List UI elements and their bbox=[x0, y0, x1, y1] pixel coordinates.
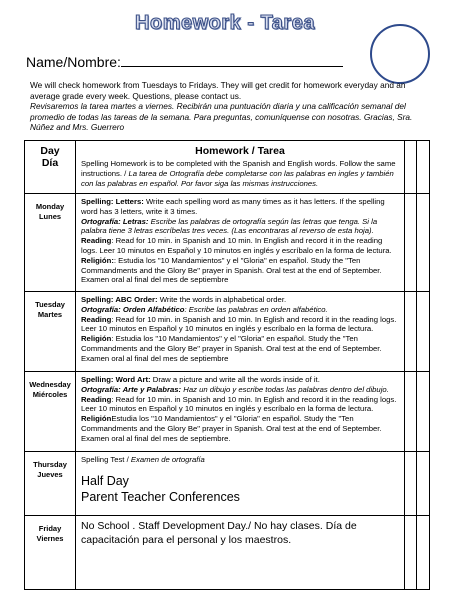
tuesday-hw-cell bbox=[76, 292, 405, 372]
header-day-en: Day bbox=[40, 145, 60, 157]
monday-reading-label: Reading bbox=[81, 236, 112, 246]
monday-ortografia-label: Ortografía: Letras: bbox=[81, 216, 149, 226]
friday-es: Viernes bbox=[36, 534, 64, 543]
header-hw-instructions bbox=[76, 157, 404, 188]
intro-english: We will check homework from Tuesdays to Fridays. They will get credit for homework everyday and an average grade every week. Questions, please contact us. bbox=[30, 80, 406, 101]
monday-reading-text: : Read for 10 min. in Spanish and 10 min. In English and record it in the reading logs. Leer 10 minutos en Español y 10 minutos en inglés y escríbalo en la forma de lectura. bbox=[81, 236, 392, 255]
wednesday-reading bbox=[81, 395, 400, 415]
homework-table bbox=[24, 140, 430, 590]
monday-ortografia bbox=[81, 217, 400, 237]
check-cell bbox=[405, 372, 417, 452]
tuesday-religion-text: : Estudia los "10 Mandamientos" y el "Gloria" en español. Study the "Ten Commandments and the Glory Be" prayer in Spanish. Oral test at the end of September. Examen oral al final del mes de septiembre bbox=[81, 334, 382, 363]
tuesday-ortografia bbox=[81, 305, 400, 315]
monday-day-cell bbox=[25, 194, 76, 292]
tuesday-es: Martes bbox=[37, 310, 63, 319]
wednesday-spelling-text: Draw a picture and write all the words inside of it. bbox=[152, 375, 320, 384]
name-line bbox=[121, 54, 343, 67]
page-title: Homework - Tarea bbox=[135, 12, 315, 34]
wednesday-hw-cell bbox=[76, 372, 405, 452]
tuesday-reading-text: : Read for 10 min. in Spanish and 10 min. In Eglish and record it in the reading logs. Leer 10 minutos en Español y 10 minutos en inglés y escríbalo en la forma de lectura. bbox=[81, 314, 397, 334]
thursday-es: Jueves bbox=[37, 470, 63, 479]
tuesday-ortografia-text: : Escribe las palabras en orden alfabético. bbox=[184, 304, 328, 314]
friday-hw-cell bbox=[76, 516, 405, 590]
wednesday-religion-text: Estudia los "10 Mandamientos" y el "Gloria" en español. Study the "Ten Commandments and the Glory Be" prayer in Spanish. Oral test at the end of September. Examen oral al final del mes de septiembre. bbox=[81, 414, 382, 443]
tuesday-spelling bbox=[81, 295, 400, 305]
header-hw-en: Spelling Homework is to be completed with the Spanish and English words. Follow the same instructions. / bbox=[81, 159, 396, 178]
wednesday-reading-label: Reading bbox=[81, 394, 112, 404]
monday-hw-cell bbox=[76, 194, 405, 292]
check-cell bbox=[405, 141, 417, 194]
thursday-test bbox=[81, 455, 400, 465]
header-hw-cell bbox=[76, 141, 405, 194]
thursday-hw-cell bbox=[76, 452, 405, 516]
wednesday-spelling-label2: : Word Art: bbox=[110, 375, 151, 384]
grade-cell bbox=[417, 141, 430, 194]
friday-row bbox=[25, 516, 430, 590]
name-row bbox=[26, 54, 343, 70]
thursday-day-cell bbox=[25, 452, 76, 516]
wednesday-en: Wednesday bbox=[29, 380, 71, 389]
intro-text bbox=[30, 80, 428, 133]
monday-en: Monday bbox=[35, 202, 65, 211]
wednesday-reading-text: : Read for 10 min. in Spanish and 10 min. In Eglish and record it in the reading logs. Leer 10 minutos en Español y 10 minutos en inglés y escríbalo en la forma de lectura. bbox=[81, 394, 397, 414]
monday-row bbox=[25, 194, 430, 292]
friday-note: No School . Staff Development Day./ No hay clases. Día de capacitación para el personal y los maestros. bbox=[81, 520, 357, 546]
tuesday-spelling-label2: : ABC Order: bbox=[110, 295, 158, 304]
friday-day-cell bbox=[25, 516, 76, 590]
thursday-en: Thursday bbox=[33, 460, 67, 469]
intro-spanish: Revisaremos la tarea martes a viernes. Recibirán una puntuación diaria y una calificación semanal del promedio de todas las tareas de la semana. Para preguntas, comuníquense con nosotras. Gracias, Sra. Núñez and Mrs. Guerrero bbox=[30, 101, 413, 133]
tuesday-reading bbox=[81, 315, 400, 335]
thursday-conferences: Parent Teacher Conferences bbox=[81, 489, 240, 504]
header-day-cell bbox=[25, 141, 76, 194]
monday-ortografia-text: Escribe las palabras de ortografía según las letras que tenga. Si la palabra tiene 3 letras escríbelas tres veces. (Las encontraras al reverso de esta hoja). bbox=[81, 216, 378, 236]
check-cell bbox=[405, 194, 417, 292]
friday-en: Friday bbox=[38, 524, 62, 533]
header-hw-es: La tarea de Ortografía debe completarse con las palabras en ingles y también con las palabras en español. Por favor siga las mismas instrucciones. bbox=[81, 168, 394, 188]
tuesday-religion-label: Religión bbox=[81, 334, 112, 344]
tuesday-ortografia-label: Ortografía: Orden Alfabético bbox=[81, 304, 185, 314]
name-label: Name/Nombre: bbox=[26, 54, 121, 70]
monday-religion-label: Religión: bbox=[81, 255, 114, 265]
thursday-spelling-test: Spelling Test / bbox=[81, 455, 129, 464]
wednesday-ortografia-text: Haz un dibujo y escribe todas las palabras dentro del dibujo. bbox=[183, 384, 389, 394]
monday-es: Lunes bbox=[38, 212, 62, 221]
thursday-examen: Examen de ortografía bbox=[130, 455, 205, 464]
tuesday-row bbox=[25, 292, 430, 372]
thursday-half-day: Half Day bbox=[81, 473, 129, 488]
wednesday-spelling-label: Spelling bbox=[81, 375, 111, 384]
tuesday-reading-label: Reading bbox=[81, 314, 112, 324]
check-cell bbox=[405, 516, 417, 590]
wednesday-row bbox=[25, 372, 430, 452]
check-cell bbox=[405, 452, 417, 516]
grade-cell bbox=[417, 516, 430, 590]
monday-spelling bbox=[81, 197, 400, 217]
tuesday-en: Tuesday bbox=[35, 300, 65, 309]
tuesday-religion bbox=[81, 334, 400, 363]
monday-religion bbox=[81, 256, 400, 285]
wednesday-es: Miércoles bbox=[32, 390, 68, 399]
grade-cell bbox=[417, 292, 430, 372]
tuesday-day-cell bbox=[25, 292, 76, 372]
wednesday-ortografia bbox=[81, 385, 400, 395]
wednesday-religion-label: Religión bbox=[81, 414, 112, 424]
tuesday-spelling-label: Spelling bbox=[81, 295, 111, 304]
grade-cell bbox=[417, 372, 430, 452]
monday-spelling-text: Write each spelling word as many times as it has letters. If the spelling word has 3 letters, write it 3 times. bbox=[81, 197, 385, 216]
grade-circle bbox=[370, 24, 430, 84]
monday-reading bbox=[81, 236, 400, 256]
header-row bbox=[25, 141, 430, 194]
thursday-row bbox=[25, 452, 430, 516]
wednesday-religion bbox=[81, 414, 400, 443]
monday-spelling-label: Spelling: Letters: bbox=[81, 197, 144, 206]
wednesday-spelling bbox=[81, 375, 400, 385]
wednesday-ortografia-label: Ortografía: Arte y Palabras: bbox=[81, 384, 182, 394]
monday-religion-text: : Estudia los "10 Mandamientos" y el "Gloria" en español. Study the "Ten Commandments and the Glory Be" prayer in Spanish. Oral test at the end of September. Examen oral al final del mes de septiembre bbox=[81, 255, 382, 285]
wednesday-day-cell bbox=[25, 372, 76, 452]
header-day-es: Día bbox=[41, 157, 59, 169]
header-hw-title: Homework / Tarea bbox=[195, 145, 285, 157]
tuesday-spelling-text: Write the words in alphabetical order. bbox=[159, 295, 287, 304]
grade-cell bbox=[417, 452, 430, 516]
grade-cell bbox=[417, 194, 430, 292]
check-cell bbox=[405, 292, 417, 372]
